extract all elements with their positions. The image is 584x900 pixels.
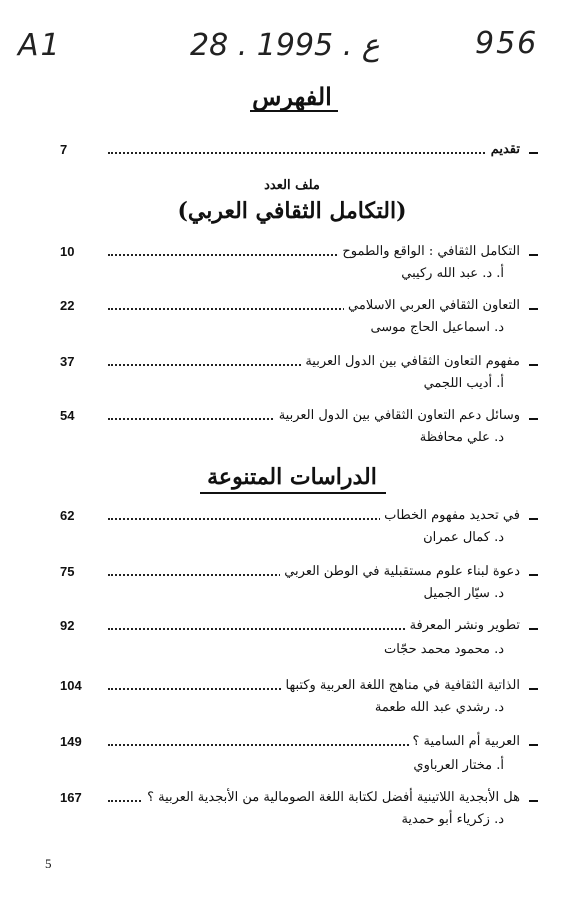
- toc-entry[interactable]: [60, 734, 538, 754]
- toc-page-number: 7: [60, 142, 68, 157]
- handwritten-date: 28 . ع . 1995: [190, 28, 380, 63]
- section-underline: [200, 492, 386, 494]
- toc-entry-author: د. محمود محمد حجّات: [383, 642, 504, 657]
- toc-bullet-dash: [529, 574, 538, 576]
- toc-bullet-dash: [529, 518, 538, 520]
- toc-page-number: 104: [60, 678, 82, 693]
- page-title: الفهرس: [252, 82, 332, 111]
- toc-entry[interactable]: [60, 790, 538, 810]
- toc-entry-author: د. زكرياء أبو حمدية: [401, 812, 504, 827]
- toc-entry[interactable]: [60, 618, 538, 638]
- toc-entry-author: أ. مختار العرباوي: [413, 758, 504, 773]
- toc-entry[interactable]: [60, 298, 538, 318]
- toc-entry-author: أ. د. عبد الله ركيبي: [401, 266, 504, 281]
- toc-bullet-dash: [529, 152, 538, 154]
- page-number: 5: [45, 856, 52, 871]
- toc-entry-author: د. اسماعيل الحاج موسى: [370, 320, 504, 335]
- toc-bullet-dash: [529, 800, 538, 802]
- toc-entry-title: تقديم: [487, 142, 520, 157]
- toc-bullet-dash: [529, 308, 538, 310]
- toc-entry[interactable]: [60, 508, 538, 528]
- toc-page-number: 92: [60, 618, 75, 633]
- toc-entry-author: أ. أديب اللجمي: [423, 376, 504, 391]
- toc-bullet-dash: [529, 254, 538, 256]
- toc-entry-title: التكامل الثقافي : الواقع والطموح: [338, 244, 520, 259]
- toc-page-number: 10: [60, 244, 75, 259]
- toc-entry[interactable]: [60, 244, 538, 264]
- toc-entry[interactable]: [60, 678, 538, 698]
- toc-entry[interactable]: [60, 564, 538, 584]
- toc-entry-title: التعاون الثقافي العربي الاسلامي: [344, 298, 520, 313]
- toc-bullet-dash: [529, 364, 538, 366]
- toc-bullet-dash: [529, 744, 538, 746]
- toc-entry-title: مفهوم التعاون الثقافي بين الدول العربية: [301, 354, 520, 369]
- toc-entry-author: د. رشدي عبد الله طعمة: [374, 700, 504, 715]
- toc-bullet-dash: [529, 628, 538, 630]
- toc-entry-title: تطوير ونشر المعرفة: [406, 618, 520, 633]
- toc-page-number: 62: [60, 508, 75, 523]
- toc-page-number: 37: [60, 354, 75, 369]
- title-underline: [250, 110, 338, 112]
- toc-page-number: 22: [60, 298, 75, 313]
- toc-entry-title: في تحديد مفهوم الخطاب: [380, 508, 520, 523]
- file-title: (التكامل الثقافي العربي): [177, 198, 407, 224]
- toc-entry-title: دعوة لبناء علوم مستقبلية في الوطن العربي: [280, 564, 520, 579]
- handwritten-number: 956: [475, 26, 539, 61]
- toc-entry-author: د. كمال عمران: [423, 530, 504, 545]
- toc-entry-title: العربية أم السامية ؟: [409, 734, 520, 749]
- toc-bullet-dash: [529, 418, 538, 420]
- toc-bullet-dash: [529, 688, 538, 690]
- toc-page-number: 149: [60, 734, 82, 749]
- toc-entry-title: هل الأبجدية اللاتينية أفضل لكتابة اللغة الصومالية من الأبجدية العربية ؟: [143, 790, 520, 805]
- handwritten-code: A1: [18, 28, 62, 63]
- toc-entry[interactable]: [60, 408, 538, 428]
- toc-entry-author: د. سيّار الجميل: [423, 586, 504, 601]
- toc-entry[interactable]: [60, 354, 538, 374]
- toc-page-number: 75: [60, 564, 75, 579]
- toc-leader-dots: [108, 152, 520, 154]
- section-title: الدراسات المتنوعة: [207, 464, 377, 490]
- toc-entry-intro[interactable]: [60, 142, 538, 162]
- file-label: ملف العدد: [264, 178, 320, 193]
- toc-entry-title: وسائل دعم التعاون الثقافي بين الدول العربية: [275, 408, 520, 423]
- toc-entry-author: د. علي محافظة: [419, 430, 504, 445]
- toc-entry-title: الذاتية الثقافية في مناهج اللغة العربية وكتبها: [281, 678, 520, 693]
- toc-page-number: 54: [60, 408, 75, 423]
- toc-page-number: 167: [60, 790, 82, 805]
